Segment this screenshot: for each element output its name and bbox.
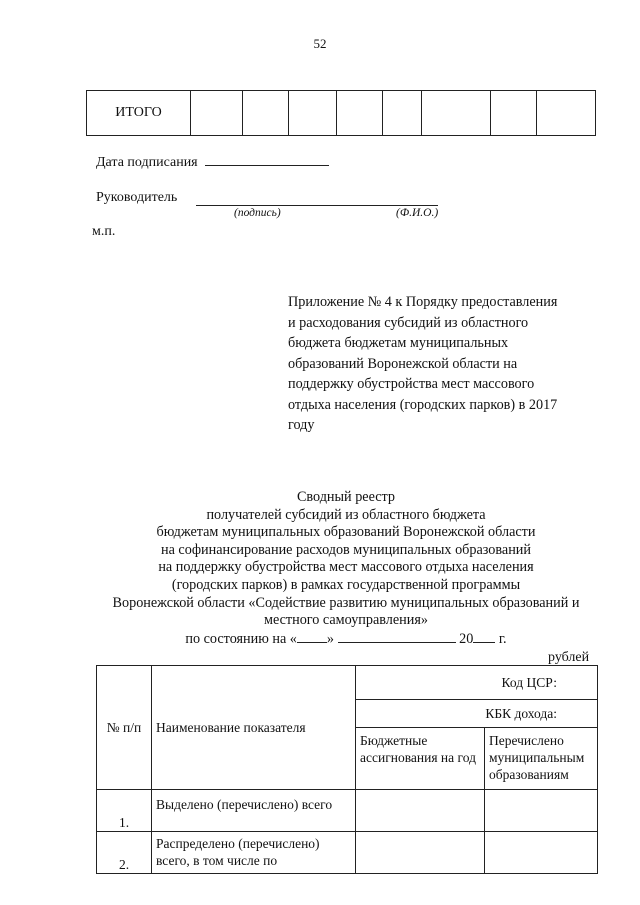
row-cell [356,790,485,832]
registry-heading [70,489,622,648]
itogo-cell [537,91,596,136]
appendix-line: году [288,417,315,433]
col-number-header: № п/п [97,666,152,790]
itogo-cell [337,91,383,136]
heading-line: местного самоуправления» [264,612,428,629]
appendix-line: и расходования субсидий из областного [288,314,529,331]
appendix-note [288,292,588,436]
itogo-cell [383,91,422,136]
sign-hint: (подпись) [234,207,281,219]
appendix-line: поддержку обустройства мест массового [288,376,535,392]
row-cell [356,832,485,874]
heading-line: (городских парков) в рамках государственной программы [171,576,521,593]
year-blank [473,630,495,643]
itogo-cell [289,91,337,136]
heading-line: получателей субсидий из областного бюджета [206,506,486,523]
col-assignments-header: Бюджетные ассигнования на год [356,728,485,790]
row-name: Распределено (перечислено) всего, в том числе по [152,832,356,874]
day-blank [297,630,327,643]
heading-line: бюджетам муниципальных образований Воронежской области [156,524,536,541]
col-name-header: Наименование показателя [152,666,356,790]
month-blank [338,630,456,643]
registry-table [96,665,598,874]
heading-line: Сводный реестр [296,489,396,505]
page-number: 52 [313,36,327,51]
date-signed-label: Дата подписания [96,155,198,170]
heading-line: на поддержку обустройства мест массового отдыха населения [158,559,534,576]
appendix-line: отдыха населения (городских парков) в 2017 [288,396,558,413]
kbk-label: КБК дохода: [356,700,598,728]
appendix-line: Приложение № 4 к Порядку предоставления [288,294,558,310]
name-hint: (Ф.И.О.) [396,207,439,219]
row-name: Выделено (перечислено) всего [152,790,356,832]
signature-blank [196,190,438,206]
date-signed-row [96,155,329,171]
row-cell [485,832,598,874]
as-of-suffix: г. [498,630,507,647]
appendix-line: образований Воронежской области на [288,355,518,372]
col-transferred-header: Перечислено муниципальным образованиям [485,728,598,790]
row-cell [485,790,598,832]
as-of-date-line [70,630,622,649]
row-number: 1. [97,790,152,832]
appendix-line: бюджета бюджетам муниципальных [288,335,509,351]
itogo-table [86,90,596,136]
itogo-cell [491,91,537,136]
date-signed-blank [205,165,329,166]
as-of-mid: » [326,630,334,647]
itogo-cell [422,91,491,136]
itogo-label: ИТОГО [87,91,191,136]
kod-csr-label: Код ЦСР: [356,666,598,700]
as-of-prefix: по состоянию на « [185,630,297,647]
row-number: 2. [97,832,152,874]
itogo-cell [243,91,289,136]
head-label: Руководитель [96,190,178,205]
as-of-year: 20 [459,630,474,647]
heading-line: Воронежской области «Содействие развитию муниципальных образований и [112,594,580,611]
stamp-place: м.п. [92,224,116,239]
units-label: рублей [548,650,590,665]
heading-line: на софинансирование расходов муниципальных образований [161,541,531,558]
itogo-cell [191,91,243,136]
